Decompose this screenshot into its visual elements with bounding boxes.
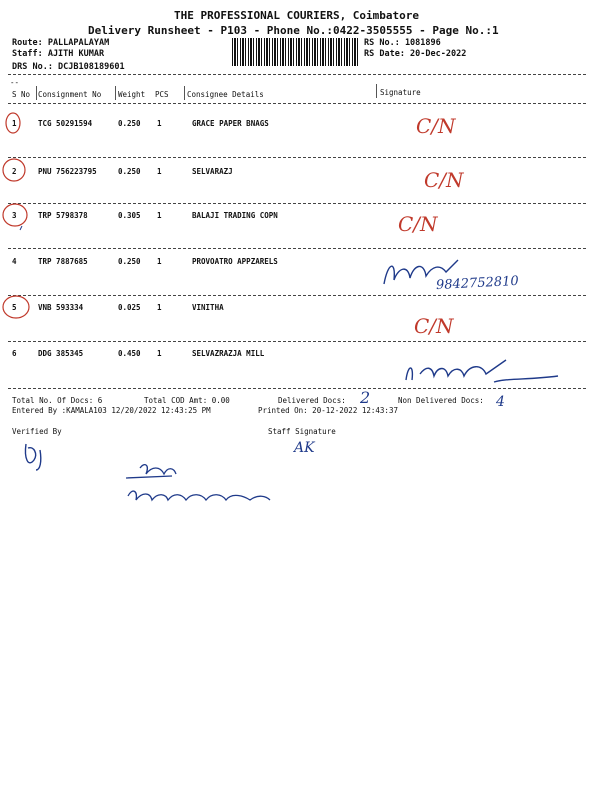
row-consignee: GRACE PAPER BNAGS bbox=[192, 119, 269, 128]
col-header-signature: Signature bbox=[380, 88, 421, 97]
row-weight: 0.250 bbox=[118, 119, 141, 128]
runsheet-title: Delivery Runsheet - P103 - Phone No.:0422-3505555 - Page No.:1 bbox=[88, 24, 499, 37]
row-pcs: 1 bbox=[157, 303, 162, 312]
row-weight: 0.250 bbox=[118, 257, 141, 266]
row-consignment: VNB 593334 bbox=[38, 303, 84, 312]
row-consignee: SELVARAZJ bbox=[192, 167, 233, 176]
route-label: Route: PALLAPALAYAM bbox=[12, 38, 110, 48]
additional-signature bbox=[110, 458, 280, 514]
row-weight: 0.450 bbox=[118, 349, 141, 358]
verified-by-signature bbox=[20, 440, 60, 474]
entered-by: Entered By :KAMALA103 12/20/2022 12:43:25 PM bbox=[12, 406, 211, 415]
verified-by-label: Verified By bbox=[12, 427, 62, 436]
rs-number: RS No.: 1081896 bbox=[364, 38, 441, 48]
row-pcs: 1 bbox=[157, 119, 162, 128]
signature-row-4-phone: 9842752810 bbox=[435, 273, 520, 294]
signature-cn-2: C/N bbox=[424, 168, 464, 192]
row-pcs: 1 bbox=[157, 211, 162, 220]
row-sno: 6 bbox=[12, 349, 17, 358]
staff-label: Staff: AJITH KUMAR bbox=[12, 49, 105, 59]
non-delivered-count: 4 bbox=[496, 394, 505, 410]
row-consignee: VINITHA bbox=[192, 303, 224, 312]
signature-cn-1: C/N bbox=[416, 114, 456, 138]
row-consignment: TCG 50291594 bbox=[38, 119, 93, 128]
row-consignment: TRP 7887685 bbox=[38, 257, 88, 266]
signature-cn-5: C/N bbox=[414, 314, 454, 338]
drs-number: DRS No.: DCJB108189601 bbox=[12, 62, 125, 72]
row-sno: 1 bbox=[12, 119, 17, 128]
total-cod: Total COD Amt: 0.00 bbox=[144, 396, 230, 405]
rs-date: RS Date: 20-Dec-2022 bbox=[364, 49, 467, 59]
staff-signature-label: Staff Signature bbox=[268, 427, 336, 436]
col-header-sno: S No bbox=[12, 90, 31, 99]
divider-mark: -- bbox=[10, 78, 20, 87]
col-header-consignee: Consignee Details bbox=[187, 90, 264, 99]
non-delivered-docs-label: Non Delivered Docs: bbox=[398, 396, 484, 405]
row-pcs: 1 bbox=[157, 167, 162, 176]
row-pcs: 1 bbox=[157, 257, 162, 266]
row-consignment: DDG 385345 bbox=[38, 349, 84, 358]
col-header-weight: Weight bbox=[118, 90, 146, 99]
row-sno: 3 bbox=[12, 211, 17, 220]
row-consignee: SELVAZRAZJA MILL bbox=[192, 349, 265, 358]
row-weight: 0.305 bbox=[118, 211, 141, 220]
row-weight: 0.025 bbox=[118, 303, 141, 312]
row-pcs: 1 bbox=[157, 349, 162, 358]
signature-row-6 bbox=[398, 350, 568, 394]
col-header-pcs: PCS bbox=[155, 90, 169, 99]
col-header-consignment: Consignment No bbox=[38, 90, 102, 99]
row-consignment: PNU 756223795 bbox=[38, 167, 97, 176]
delivered-docs-label: Delivered Docs: bbox=[278, 396, 346, 405]
row-consignee: BALAJI TRADING COPN bbox=[192, 211, 278, 220]
signature-cn-3: C/N bbox=[398, 212, 438, 236]
row-sno: 4 bbox=[12, 257, 17, 266]
row-consignee: PROVOATRO APPZARELS bbox=[192, 257, 278, 266]
total-docs: Total No. Of Docs: 6 bbox=[12, 396, 103, 405]
row-sno: 2 bbox=[12, 167, 17, 176]
company-title: THE PROFESSIONAL COURIERS, Coimbatore bbox=[174, 9, 420, 22]
row-consignment: TRP 5798378 bbox=[38, 211, 88, 220]
row-weight: 0.250 bbox=[118, 167, 141, 176]
staff-signature-initials: AK bbox=[294, 440, 315, 456]
row-sno: 5 bbox=[12, 303, 17, 312]
printed-on: Printed On: 20-12-2022 12:43:37 bbox=[258, 406, 398, 415]
delivered-count: 2 bbox=[360, 388, 371, 407]
